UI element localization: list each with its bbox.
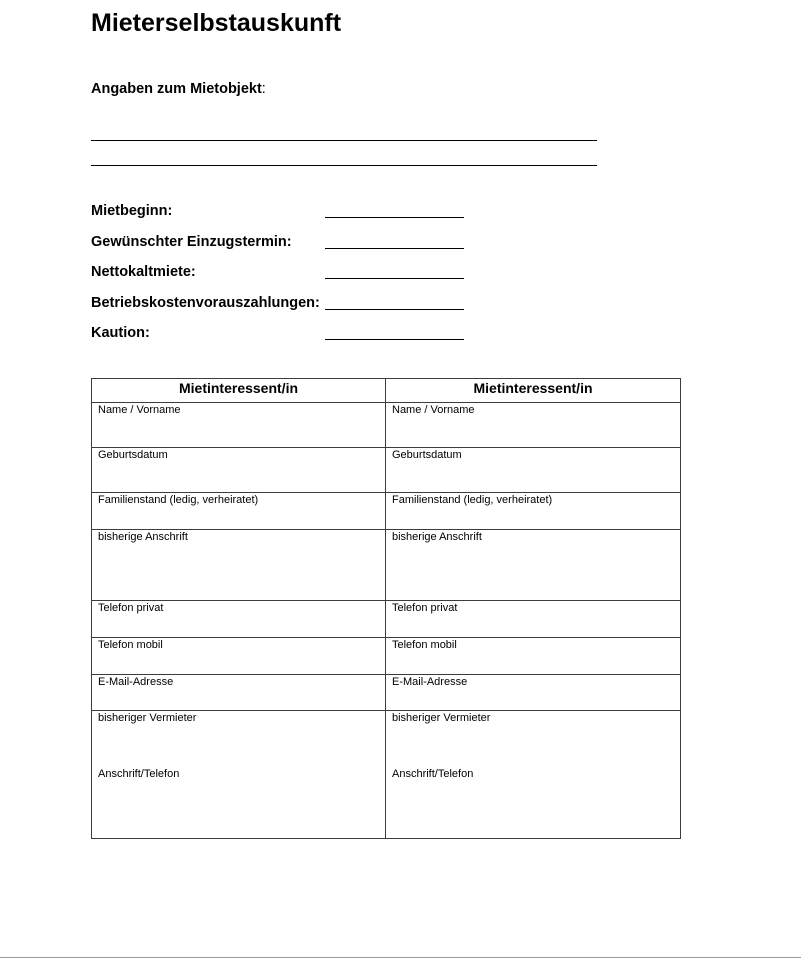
field-label: Telefon privat — [98, 602, 164, 614]
rental-object-blank-line-2[interactable] — [91, 165, 597, 166]
term-blank-mietbeginn[interactable] — [325, 217, 464, 218]
field-previous-landlord-applicant-1[interactable] — [92, 711, 386, 839]
table-row-phone-private — [92, 601, 681, 638]
field-phone-mobile-applicant-2[interactable] — [386, 638, 681, 675]
table-row-email — [92, 675, 681, 711]
field-label: E-Mail-Adresse — [98, 676, 174, 688]
table-row-birthdate — [92, 448, 681, 493]
page-bottom-edge — [0, 957, 801, 958]
column-header-applicant-1: Mietinteressent/in — [92, 379, 386, 403]
term-blank-betriebskosten[interactable] — [325, 309, 464, 310]
term-label-kaution: Kaution: — [91, 325, 150, 341]
field-label: E-Mail-Adresse — [392, 676, 468, 688]
field-label: Geburtsdatum — [392, 449, 462, 461]
column-header-applicant-2: Mietinteressent/in — [386, 379, 681, 403]
table-row-phone-mobile — [92, 638, 681, 675]
field-sublabel: Anschrift/Telefon — [98, 768, 180, 780]
field-label: Telefon mobil — [392, 639, 457, 651]
field-name-applicant-1[interactable] — [92, 403, 386, 448]
field-label: bisherige Anschrift — [392, 531, 482, 543]
field-previous-address-applicant-1[interactable] — [92, 530, 386, 601]
field-email-applicant-1[interactable] — [92, 675, 386, 711]
field-phone-mobile-applicant-1[interactable] — [92, 638, 386, 675]
field-name-applicant-2[interactable] — [386, 403, 681, 448]
field-sublabel: Anschrift/Telefon — [392, 768, 474, 780]
field-label: bisheriger Vermieter — [98, 712, 197, 724]
term-label-betriebskosten: Betriebskostenvorauszahlungen: — [91, 295, 320, 311]
term-label-nettokaltmiete: Nettokaltmiete: — [91, 264, 196, 280]
term-label-mietbeginn: Mietbeginn: — [91, 203, 173, 219]
field-phone-private-applicant-1[interactable] — [92, 601, 386, 638]
term-blank-kaution[interactable] — [325, 339, 464, 340]
applicant-table — [91, 378, 681, 839]
field-label: Name / Vorname — [98, 404, 181, 416]
field-label: Telefon mobil — [98, 639, 163, 651]
field-previous-landlord-applicant-2[interactable] — [386, 711, 681, 839]
field-birthdate-applicant-1[interactable] — [92, 448, 386, 493]
rental-object-heading — [91, 80, 266, 98]
field-label: bisherige Anschrift — [98, 531, 188, 543]
rental-object-label: Angaben zum Mietobjekt — [91, 81, 262, 97]
term-label-einzugstermin: Gewünschter Einzugstermin: — [91, 234, 292, 250]
field-label: Familienstand (ledig, verheiratet) — [98, 494, 259, 506]
table-row-marital-status — [92, 493, 681, 530]
field-birthdate-applicant-2[interactable] — [386, 448, 681, 493]
field-label: bisheriger Vermieter — [392, 712, 491, 724]
rental-object-colon: : — [261, 81, 266, 97]
table-row-previous-landlord — [92, 711, 681, 839]
rental-object-blank-line-1[interactable] — [91, 140, 597, 141]
field-label: Familienstand (ledig, verheiratet) — [392, 494, 553, 506]
field-phone-private-applicant-2[interactable] — [386, 601, 681, 638]
table-header-row — [92, 379, 681, 403]
document-title: Mieterselbstauskunft — [91, 9, 342, 37]
field-previous-address-applicant-2[interactable] — [386, 530, 681, 601]
term-blank-einzugstermin[interactable] — [325, 248, 464, 249]
table-row-name — [92, 403, 681, 448]
table-row-previous-address — [92, 530, 681, 601]
field-label: Telefon privat — [392, 602, 458, 614]
field-marital-status-applicant-2[interactable] — [386, 493, 681, 530]
field-marital-status-applicant-1[interactable] — [92, 493, 386, 530]
term-blank-nettokaltmiete[interactable] — [325, 278, 464, 279]
field-label: Geburtsdatum — [98, 449, 168, 461]
field-label: Name / Vorname — [392, 404, 475, 416]
field-email-applicant-2[interactable] — [386, 675, 681, 711]
